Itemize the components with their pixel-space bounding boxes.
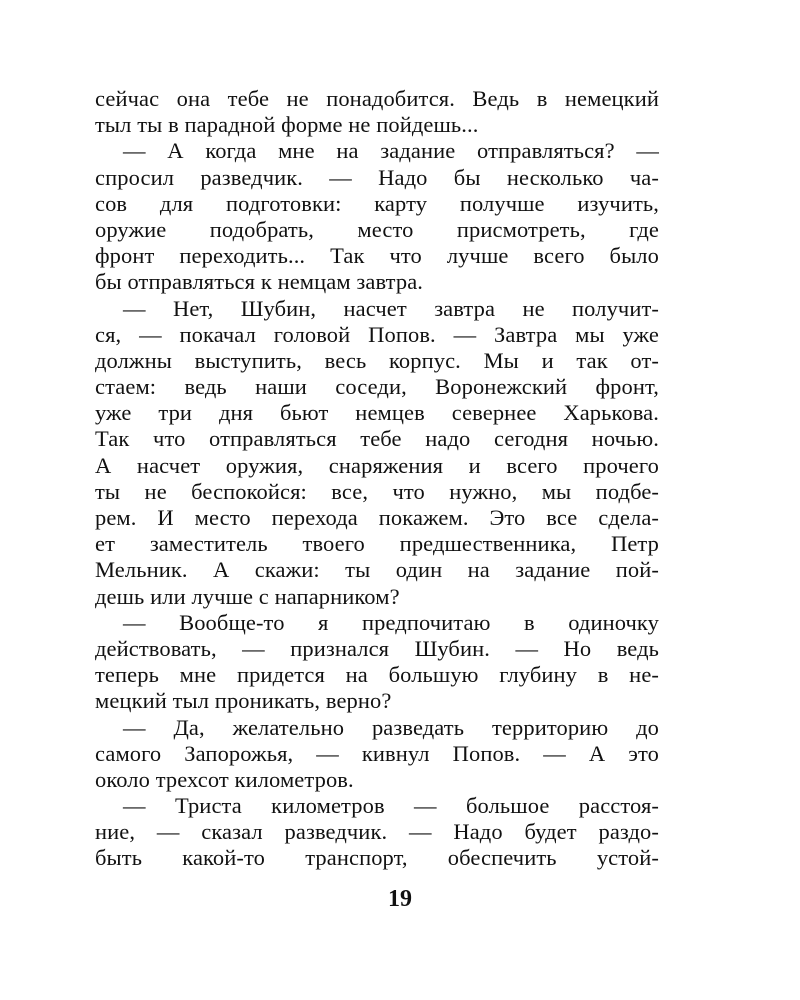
text-line: ся, — покачал головой Попов. — Завтра мы уже [95,321,659,347]
text-line: — Нет, Шубин, насчет завтра не получит- [123,295,659,321]
text-line: около трехсот километров. [95,766,354,792]
text-line: — Вообще-то я предпочитаю в одиночку [123,609,659,635]
page-number: 19 [388,886,412,912]
text-line: ет заместитель твоего предшественника, Петр [95,531,659,557]
text-line: стаем: ведь наши соседи, Воронежский фронт, [95,374,659,400]
text-line: дешь или лучше с напарником? [95,583,400,609]
text-line: действовать, — признался Шубин. — Но ведь [95,635,659,661]
text-line: Так что отправляться тебе надо сегодня ночью. [95,426,659,452]
text-line: теперь мне придется на большую глубину в не- [95,662,659,688]
text-line: фронт переходить... Так что лучше всего было [95,243,659,269]
text-line: уже три дня бьют немцев севернее Харькова. [95,400,659,426]
text-line: быть какой-то транспорт, обеспечить устой- [95,845,659,871]
page-text-block [95,86,659,872]
text-line: тыл ты в парадной форме не пойдешь... [95,112,479,138]
text-line: спросил разведчик. — Надо бы несколько ча- [95,164,659,190]
text-line: — Триста километров — большое расстоя- [123,793,659,819]
text-line: Мельник. А скажи: ты один на задание пой- [95,557,659,583]
text-line: — Да, желательно разведать территорию до [123,714,659,740]
text-line: А насчет оружия, снаряжения и всего прочего [95,452,659,478]
text-line: мецкий тыл проникать, верно? [95,688,392,714]
text-line: бы отправляться к немцам завтра. [95,269,424,295]
text-line: самого Запорожья, — кивнул Попов. — А это [95,740,659,766]
text-line: оружие подобрать, место присмотреть, где [95,216,659,242]
text-line: ние, — сказал разведчик. — Надо будет раздо- [95,819,659,845]
text-line: рем. И место перехода покажем. Это все сдела- [95,505,659,530]
text-line: сейчас она тебе не понадобится. Ведь в немецкий [95,86,659,111]
text-line: ты не беспокойся: все, что нужно, мы подбе- [95,478,659,504]
text-line: должны выступить, весь корпус. Мы и так от- [95,347,659,373]
text-line: — А когда мне на задание отправляться? — [123,138,659,164]
text-line: сов для подготовки: карту получше изучить, [95,190,659,216]
